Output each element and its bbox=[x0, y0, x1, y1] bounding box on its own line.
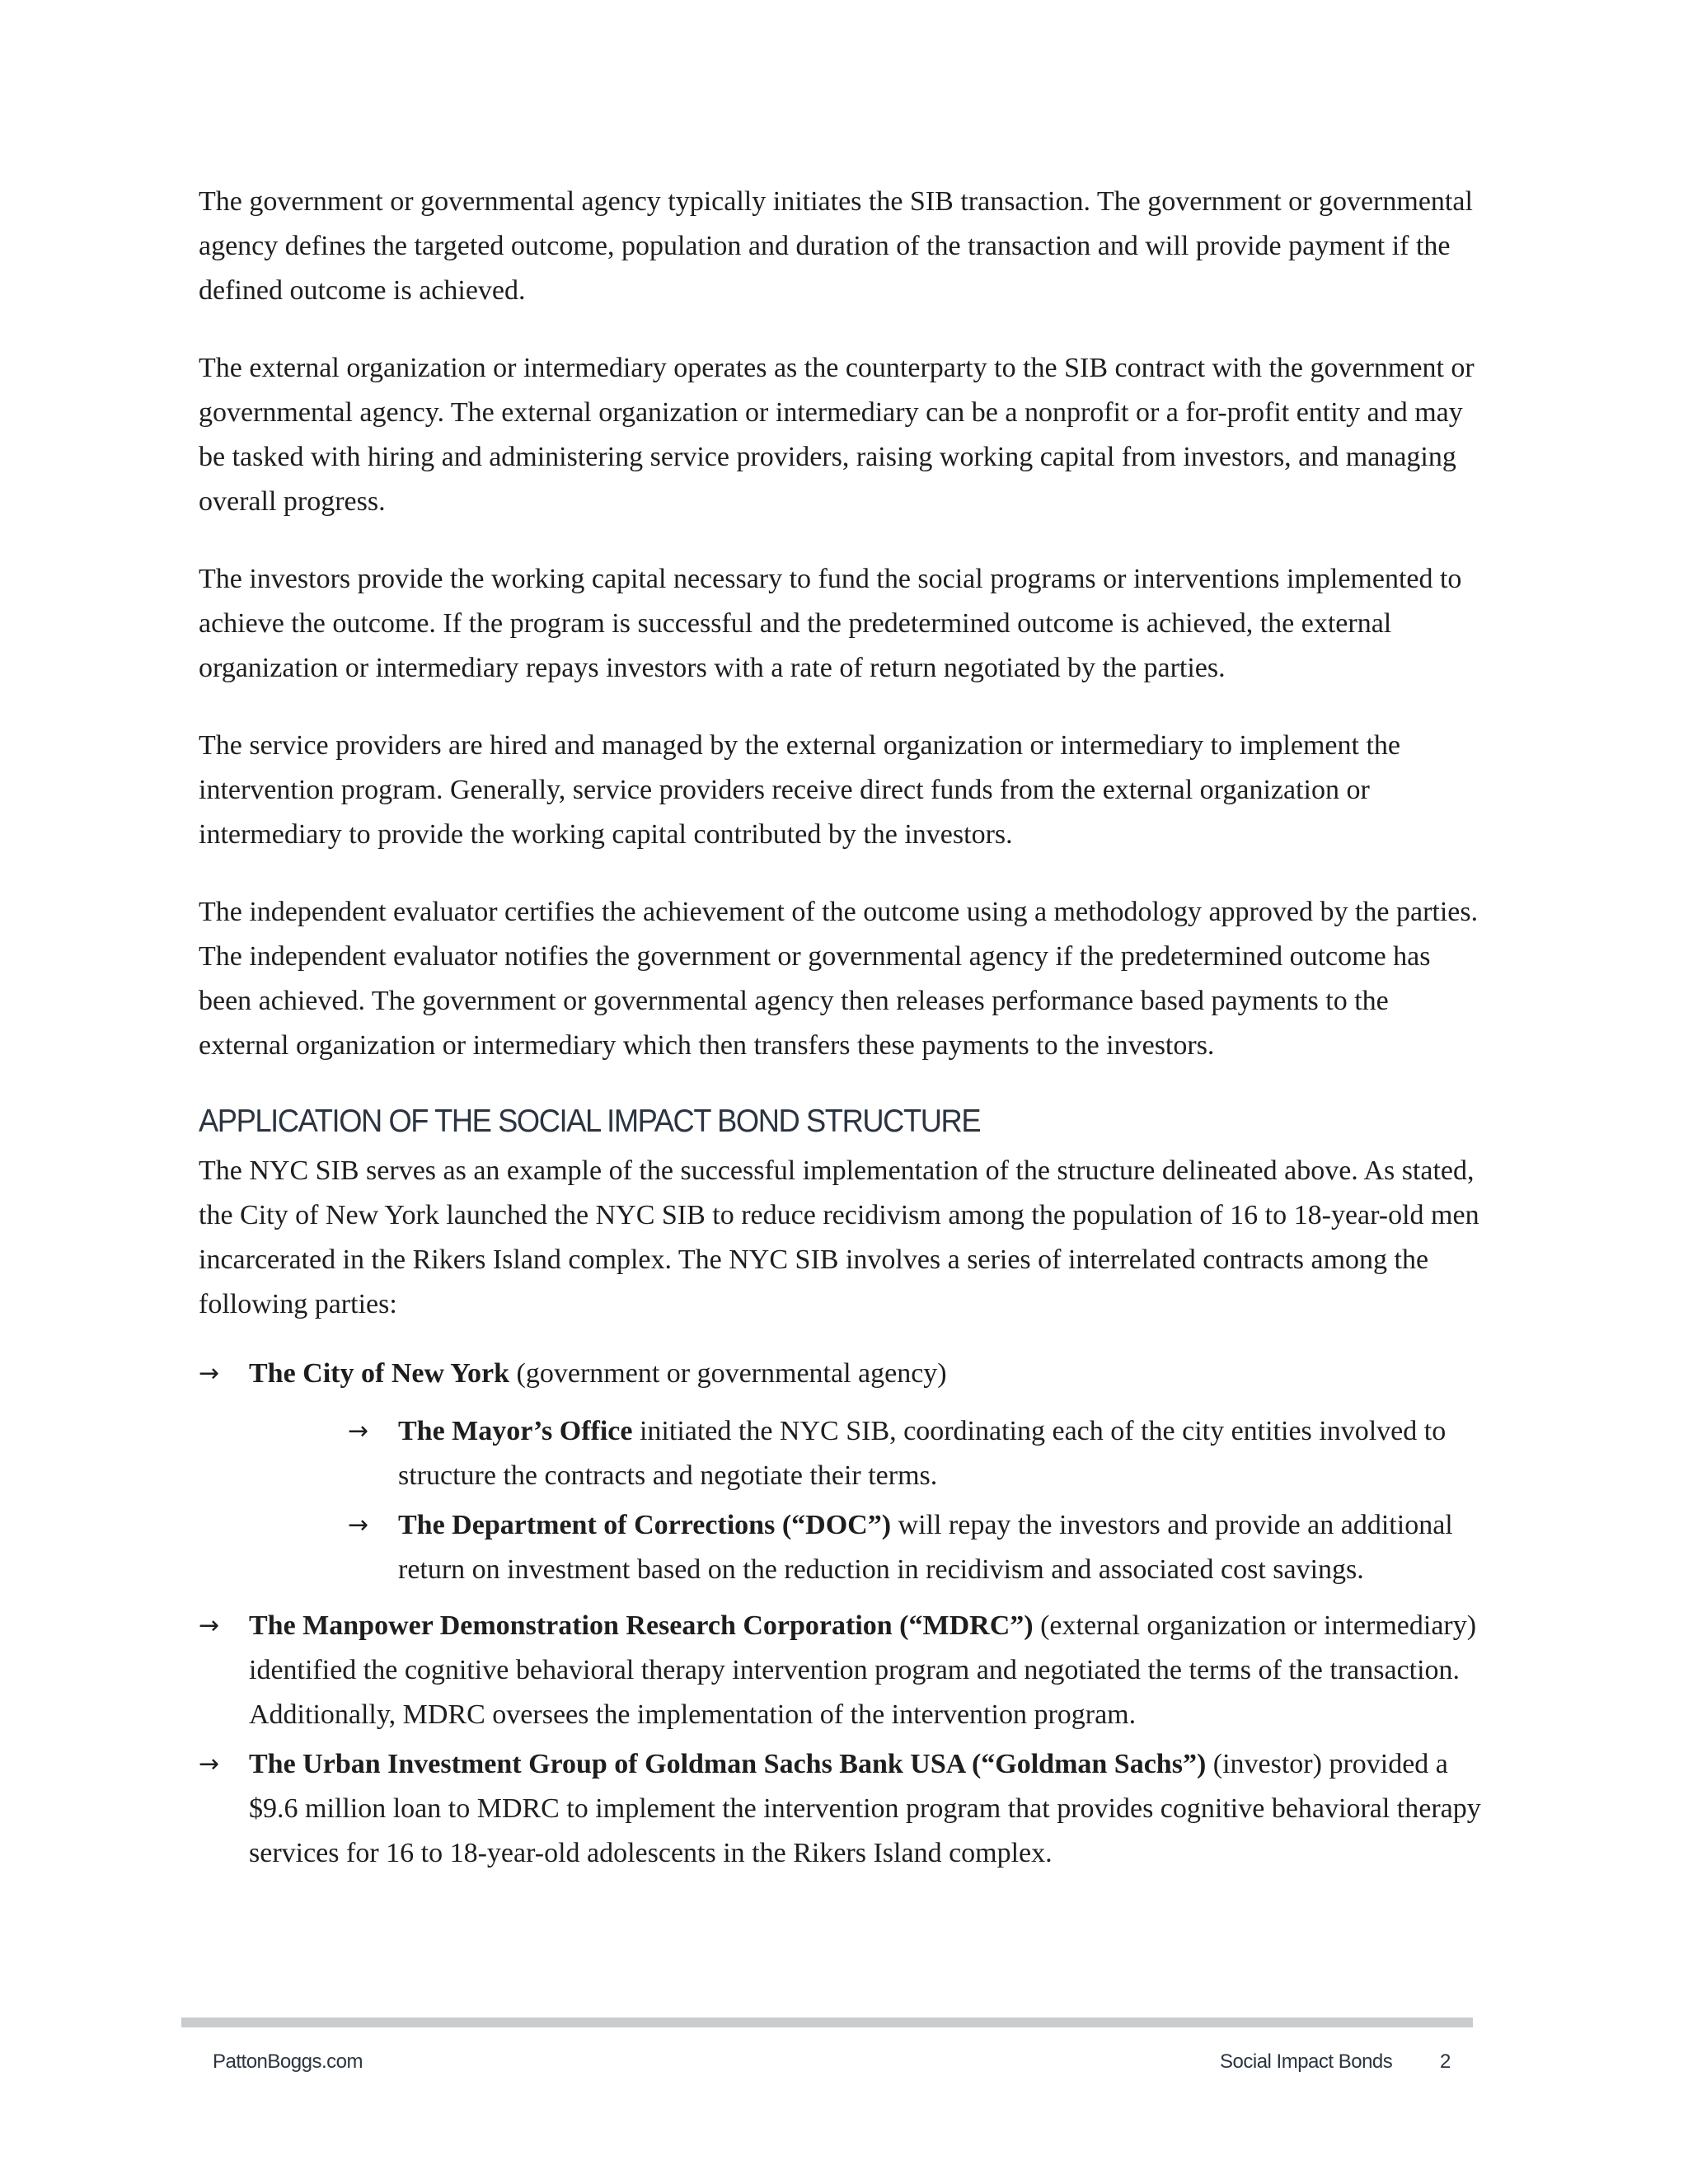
party-city-of-new-york bbox=[199, 1352, 1484, 1592]
party-name: The Manpower Demonstration Research Corporation (“MDRC”) bbox=[249, 1610, 1034, 1641]
paragraph-investors-role: The investors provide the working capital necessary to fund the social programs or interventions implemented to achieve the outcome. If the program is successful and the predetermined outcome is achieved, the external organization or intermediary repays investors with a rate of return negotiated by the parties. bbox=[199, 564, 1462, 683]
entity-department-of-corrections bbox=[249, 1503, 1484, 1592]
footer-divider bbox=[181, 2018, 1473, 2027]
paragraph-evaluator-role: The independent evaluator certifies the achievement of the outcome using a methodology approved by the parties. The independent evaluator notifies the government or governmental agency if the predetermined outcome has been achieved. The government or governmental agency then releases performance based payments to the external organization or intermediary which then transfers these payments to the investors. bbox=[199, 897, 1479, 1061]
entity-name: The Mayor’s Office bbox=[398, 1416, 633, 1446]
parties-list bbox=[199, 1352, 1484, 1876]
party-description: (government or governmental agency) bbox=[509, 1358, 947, 1389]
arrow-bullet-icon: → bbox=[348, 1511, 369, 1540]
arrow-bullet-icon: → bbox=[348, 1417, 369, 1446]
party-goldman-sachs bbox=[199, 1742, 1484, 1876]
entity-description: will repay the investors and provide an additional return on investment based on the reduction in recidivism and associated cost savings. bbox=[398, 1510, 1453, 1585]
section-heading: APPLICATION OF THE SOCIAL IMPACT BOND STRUCTURE bbox=[199, 1104, 981, 1139]
paragraph-intermediary-role: The external organization or intermediary operates as the counterparty to the SIB contract with the government or governmental agency. The external organization or intermediary can be a nonprofit or a for-profit entity and may be tasked with hiring and administering service providers, raising working capital from investors, and managing overall progress. bbox=[199, 353, 1475, 517]
footer-document-title: Social Impact Bonds bbox=[1220, 2050, 1393, 2073]
footer-page-number: 2 bbox=[1440, 2050, 1451, 2073]
arrow-bullet-icon: → bbox=[199, 1611, 220, 1640]
arrow-bullet-icon: → bbox=[199, 1750, 220, 1779]
party-description: (investor) provided a $9.6 million loan to MDRC to implement the intervention program that provides cognitive behavioral therapy services for 16 to 18-year-old adolescents in the Rikers Island complex. bbox=[249, 1749, 1481, 1868]
paragraph-service-providers-role: The service providers are hired and managed by the external organization or intermediary to implement the intervention program. Generally, service providers receive direct funds from the external organization or intermediary to provide the working capital contributed by the investors. bbox=[199, 730, 1400, 850]
arrow-bullet-icon: → bbox=[199, 1359, 220, 1388]
party-mdrc bbox=[199, 1604, 1484, 1737]
party-name: The Urban Investment Group of Goldman Sachs Bank USA (“Goldman Sachs”) bbox=[249, 1749, 1207, 1779]
section-intro: The NYC SIB serves as an example of the successful implementation of the structure delineated above. As stated, the City of New York launched the NYC SIB to reduce recidivism among the population of 16 to 18-year-old men incarcerated in the Rikers Island complex. The NYC SIB involves a series of interrelated contracts among the following parties: bbox=[199, 1155, 1479, 1319]
entity-description: initiated the NYC SIB, coordinating each of the city entities involved to structure the contracts and negotiate their terms. bbox=[398, 1416, 1447, 1491]
party-description: (external organization or intermediary) identified the cognitive behavioral therapy intervention program and negotiated the terms of the transaction. Additionally, MDRC oversees the implementation of the intervention program. bbox=[249, 1610, 1477, 1730]
footer-website-link[interactable]: PattonBoggs.com bbox=[213, 2050, 363, 2073]
entity-name: The Department of Corrections (“DOC”) bbox=[398, 1510, 892, 1540]
entity-mayors-office bbox=[249, 1409, 1484, 1498]
party-name: The City of New York bbox=[249, 1358, 510, 1389]
paragraph-government-role: The government or governmental agency typically initiates the SIB transaction. The government or governmental agency defines the targeted outcome, population and duration of the transaction and will provide payment if the defined outcome is achieved. bbox=[199, 186, 1473, 306]
city-entities-sublist bbox=[249, 1409, 1484, 1592]
page-content bbox=[199, 180, 1484, 1881]
